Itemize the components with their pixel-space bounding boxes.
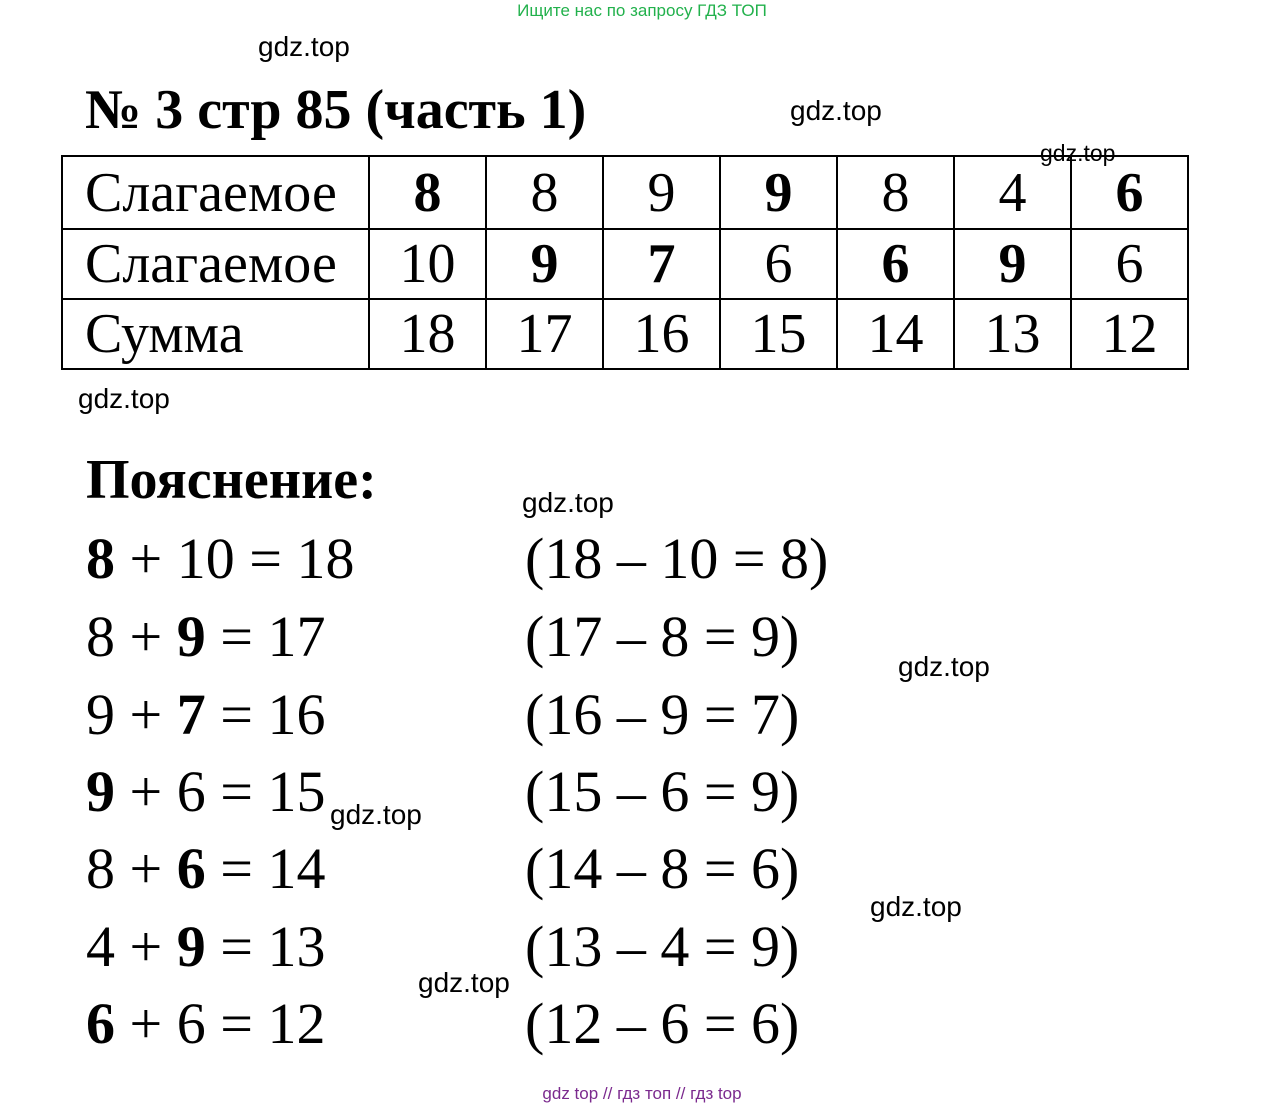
page-title: № 3 стр 85 (часть 1) xyxy=(85,79,587,141)
table-cell: 8 xyxy=(486,156,603,229)
table-cell: 6 xyxy=(837,229,954,299)
table-cell: 9 xyxy=(720,156,837,229)
search-banner: Ищите нас по запросу ГДЗ ТОП xyxy=(517,1,767,20)
watermark: gdz.top xyxy=(870,891,962,922)
sum: 17 xyxy=(267,604,326,669)
table-cell: 9 xyxy=(486,229,603,299)
watermark: gdz.top xyxy=(418,967,510,998)
table-cell: 9 xyxy=(603,156,720,229)
table-cell: 13 xyxy=(954,299,1071,369)
table-cell: 9 xyxy=(954,229,1071,299)
addend-1: 9 xyxy=(86,759,115,824)
watermark: gdz.top xyxy=(78,383,170,414)
addend-1: 9 xyxy=(86,682,115,747)
sum: 15 xyxy=(267,759,326,824)
table-cell: 4 xyxy=(954,156,1071,229)
equation-line: 8 + 9 = 17 xyxy=(86,604,326,669)
addend-2: 10 xyxy=(176,526,235,591)
table-cell: 10 xyxy=(369,229,486,299)
table-cell: 14 xyxy=(837,299,954,369)
addend-2: 9 xyxy=(176,604,206,669)
watermark: gdz.top xyxy=(790,95,882,126)
explanation-title: Пояснение: xyxy=(86,449,377,511)
table-cell: 12 xyxy=(1071,299,1188,369)
addend-2: 9 xyxy=(176,914,206,979)
check-line: (14 – 8 = 6) xyxy=(525,836,800,901)
equation-line: 4 + 9 = 13 xyxy=(86,914,326,979)
addend-2: 7 xyxy=(176,682,206,747)
equation-line: 6 + 6 = 12 xyxy=(86,991,326,1056)
addend-2: 6 xyxy=(176,759,206,824)
check-line: (18 – 10 = 8) xyxy=(525,526,829,591)
table-cell: 6 xyxy=(1071,156,1188,229)
sum: 16 xyxy=(267,682,326,747)
sum: 18 xyxy=(296,526,355,591)
addend-1: 8 xyxy=(86,836,115,901)
addend-1: 8 xyxy=(86,526,115,591)
sum: 14 xyxy=(267,836,326,901)
table-row xyxy=(62,229,1188,299)
sum: 13 xyxy=(267,914,326,979)
row-label: Слагаемое xyxy=(62,229,369,299)
addend-1: 6 xyxy=(86,991,115,1056)
table-cell: 17 xyxy=(486,299,603,369)
equation-line: 8 + 10 = 18 xyxy=(86,526,355,591)
table-cell: 16 xyxy=(603,299,720,369)
sum: 12 xyxy=(267,991,326,1056)
table-cell: 7 xyxy=(603,229,720,299)
check-line: (17 – 8 = 9) xyxy=(525,604,800,669)
table-cell: 8 xyxy=(369,156,486,229)
answer-table xyxy=(61,155,1189,370)
check-line: (16 – 9 = 7) xyxy=(525,682,800,747)
addend-1: 8 xyxy=(86,604,115,669)
check-line: (13 – 4 = 9) xyxy=(525,914,800,979)
watermark: gdz.top xyxy=(258,31,350,62)
watermark: gdz.top xyxy=(330,799,422,830)
table-cell: 6 xyxy=(1071,229,1188,299)
table-cell: 15 xyxy=(720,299,837,369)
watermark: gdz.top xyxy=(522,487,614,518)
watermark: gdz.top xyxy=(1040,140,1116,166)
table-cell: 8 xyxy=(837,156,954,229)
watermark: gdz.top xyxy=(898,651,990,682)
table-row xyxy=(62,156,1188,229)
table-row xyxy=(62,299,1188,369)
check-line: (12 – 6 = 6) xyxy=(525,991,800,1056)
footer-links: gdz top // гдз топ // гдз top xyxy=(542,1084,742,1103)
row-label: Слагаемое xyxy=(62,156,369,229)
row-label: Сумма xyxy=(62,299,369,369)
equation-line: 9 + 6 = 15 xyxy=(86,759,326,824)
equation-line: 8 + 6 = 14 xyxy=(86,836,326,901)
equation-line: 9 + 7 = 16 xyxy=(86,682,326,747)
table-cell: 18 xyxy=(369,299,486,369)
check-line: (15 – 6 = 9) xyxy=(525,759,800,824)
addend-2: 6 xyxy=(176,991,206,1056)
table-cell: 6 xyxy=(720,229,837,299)
addend-1: 4 xyxy=(86,914,115,979)
addend-2: 6 xyxy=(176,836,206,901)
